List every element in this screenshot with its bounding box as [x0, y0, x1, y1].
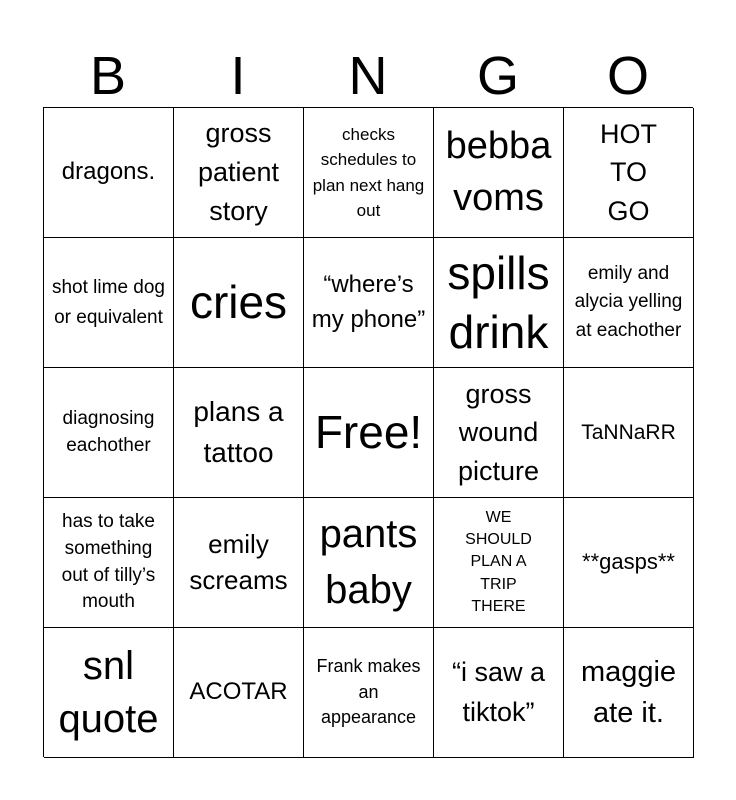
bingo-cell[interactable]	[44, 498, 174, 628]
bingo-cell[interactable]	[174, 628, 304, 758]
cell-text: Free!	[314, 406, 423, 459]
bingo-cell[interactable]	[564, 108, 694, 238]
bingo-cell[interactable]	[304, 628, 434, 758]
bingo-cell[interactable]	[174, 238, 304, 368]
bingo-cell[interactable]	[44, 368, 174, 498]
cell-text: gross wound picture	[457, 379, 540, 486]
cell-text: HOT TO GO	[600, 119, 657, 226]
cell-text: dragons.	[61, 158, 156, 186]
bingo-cell[interactable]	[434, 108, 564, 238]
bingo-board	[43, 107, 693, 757]
bingo-cell[interactable]	[44, 238, 174, 368]
bingo-header	[43, 44, 693, 108]
cell-text: has to take something out of tilly’s mouth	[61, 510, 156, 613]
cell-text: gross patient story	[197, 117, 280, 227]
cell-text: checks schedules to plan next hang out	[312, 124, 425, 220]
cell-text: Frank makes an appearance	[316, 656, 421, 728]
header-letter-i: I	[230, 46, 246, 106]
cell-text: cries	[189, 276, 288, 329]
cell-text: emily and alycia yelling at eachother	[574, 262, 683, 341]
cell-text: **gasps**	[582, 549, 675, 575]
cell-text: “where’s my phone”	[311, 271, 426, 333]
bingo-cell[interactable]	[564, 498, 694, 628]
bingo-cell[interactable]	[434, 498, 564, 628]
bingo-cell[interactable]	[564, 368, 694, 498]
bingo-cell[interactable]	[434, 628, 564, 758]
header-letter-o: O	[606, 46, 649, 106]
cell-text: TaNNaRR	[581, 420, 676, 444]
cell-text: plans a tattoo	[193, 395, 284, 468]
bingo-cell[interactable]	[434, 368, 564, 498]
bingo-cell[interactable]	[44, 108, 174, 238]
bingo-cell[interactable]	[304, 238, 434, 368]
header-letter-b: B	[89, 46, 127, 106]
cell-text: emily screams	[189, 529, 288, 595]
bingo-cell[interactable]	[174, 108, 304, 238]
cell-text: bebba voms	[445, 125, 552, 219]
bingo-cell[interactable]	[304, 368, 434, 498]
header-letter-g: G	[476, 46, 519, 106]
cell-text: “i saw a tiktok”	[451, 657, 546, 727]
bingo-cell[interactable]	[44, 628, 174, 758]
bingo-cell[interactable]	[564, 628, 694, 758]
cell-text: shot lime dog or equivalent	[51, 277, 165, 328]
cell-text: maggie ate it.	[580, 655, 677, 729]
bingo-cell[interactable]	[174, 498, 304, 628]
bingo-cell[interactable]	[304, 498, 434, 628]
bingo-cell[interactable]	[564, 238, 694, 368]
cell-text: diagnosing eachother	[62, 407, 155, 456]
bingo-cell[interactable]	[434, 238, 564, 368]
cell-text: WE SHOULD PLAN A TRIP THERE	[465, 509, 532, 615]
bingo-cell[interactable]	[174, 368, 304, 498]
bingo-cell[interactable]	[304, 108, 434, 238]
cell-text: pants baby	[319, 512, 418, 612]
cell-text: ACOTAR	[189, 678, 288, 706]
header-letter-n: N	[348, 46, 388, 106]
cell-text: spills drink	[447, 246, 550, 358]
cell-text: snl quote	[58, 643, 159, 741]
